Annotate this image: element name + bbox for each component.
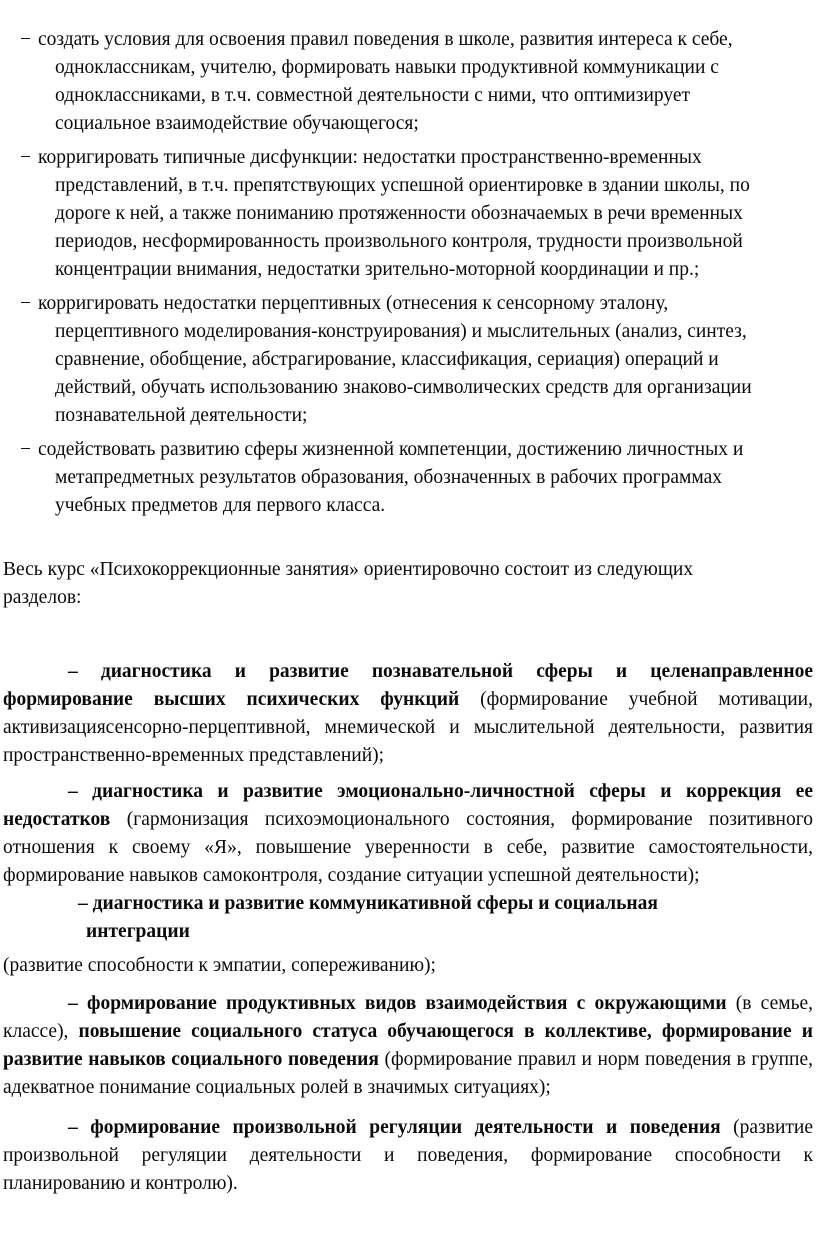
section-paragraph	[3, 1114, 813, 1198]
dash-bullet: −	[20, 29, 31, 50]
objective-item	[3, 436, 771, 520]
section-description-text: (развитие способности к эмпатии, сопереживанию);	[3, 955, 436, 976]
section-description-text: (в семье, классе),	[3, 993, 813, 1042]
objective-text: корригировать недостатки перцептивных (отнесения к сенсорному эталону, перцептивного моделирования-конструирования) и мыслительных (анализ, синтез, сравнение, обобщение, абстрагирование, классификация, сериация) операций и действий, обучать использованию знаково-символических средств для организации познавательной деятельности;	[38, 293, 752, 426]
section-description-text: (развитие произвольной регуляции деятельности и поведения, формирование способности к планированию и контролю).	[3, 1117, 813, 1194]
section-description-text: (формирование учебной мотивации, активизациясенсорно-перцептивной, мнемической и мыслительной деятельности, развития пространственно-временных представлений);	[3, 689, 813, 766]
sections-container	[3, 658, 813, 1198]
section-paragraph	[78, 890, 716, 946]
objective-text: содействовать развитию сферы жизненной компетенции, достижению личностных и метапредметных результатов образования, обозначенных в рабочих программах учебных предметов для первого класса.	[38, 439, 744, 516]
dash-bullet: −	[20, 147, 31, 168]
objective-item	[3, 144, 771, 284]
section-paragraph	[3, 778, 813, 890]
section-paragraph	[3, 990, 813, 1102]
section-heading-text: – диагностика и развитие коммуникативной сферы и социальная интеграции	[78, 893, 658, 942]
dash-bullet: −	[20, 439, 31, 460]
dash-bullet: −	[20, 293, 31, 314]
section-heading-text: – формирование продуктивных видов взаимодействия с окружающими	[68, 993, 736, 1014]
objective-item	[3, 26, 771, 138]
section-heading-text: повышение социального статуса обучающегося в коллективе, формирование и развитие навыков социального поведения	[3, 1021, 813, 1070]
section-heading-text: – формирование произвольной регуляции деятельности и поведения	[68, 1117, 734, 1138]
objectives-list	[3, 26, 813, 520]
section-description-text: (формирование правил и норм поведения в группе, адекватное понимание социальных ролей в значимых ситуациях);	[3, 1049, 813, 1098]
section-paragraph	[3, 952, 813, 980]
section-description-text: (гармонизация психоэмоционального состояния, формирование позитивного отношения к своему «Я», повышение уверенности в себе, развитие самостоятельности, формирование навыков самоконтроля, создание ситуации успешной деятельности);	[3, 809, 813, 886]
objective-item	[3, 290, 771, 430]
intro-paragraph: Весь курс «Психокоррекционные занятия» ориентировочно состоит из следующих разделов:	[3, 559, 694, 608]
objective-text: создать условия для освоения правил поведения в школе, развития интереса к себе, одноклассникам, учителю, формировать навыки продуктивной коммуникации с одноклассниками, в т.ч. совместной деятельности с ними, что оптимизирует социальное взаимодействие обучающегося;	[38, 29, 733, 134]
objective-text: корригировать типичные дисфункции: недостатки пространственно-временных представлений, в т.ч. препятствующих успешной ориентировке в здании школы, по дороге к ней, а также пониманию протяженности обозначаемых в речи временных периодов, несформированность произвольного контроля, трудности произвольной концентрации внимания, недостатки зрительно-моторной координации и пр.;	[38, 147, 750, 280]
section-heading-text: – диагностика и развитие познавательной сферы и целенаправленное формирование высших психических функций	[3, 661, 813, 710]
section-heading-text: – диагностика и развитие эмоционально-личностной сферы и коррекция ее недостатков	[3, 781, 813, 830]
section-paragraph	[3, 658, 813, 770]
